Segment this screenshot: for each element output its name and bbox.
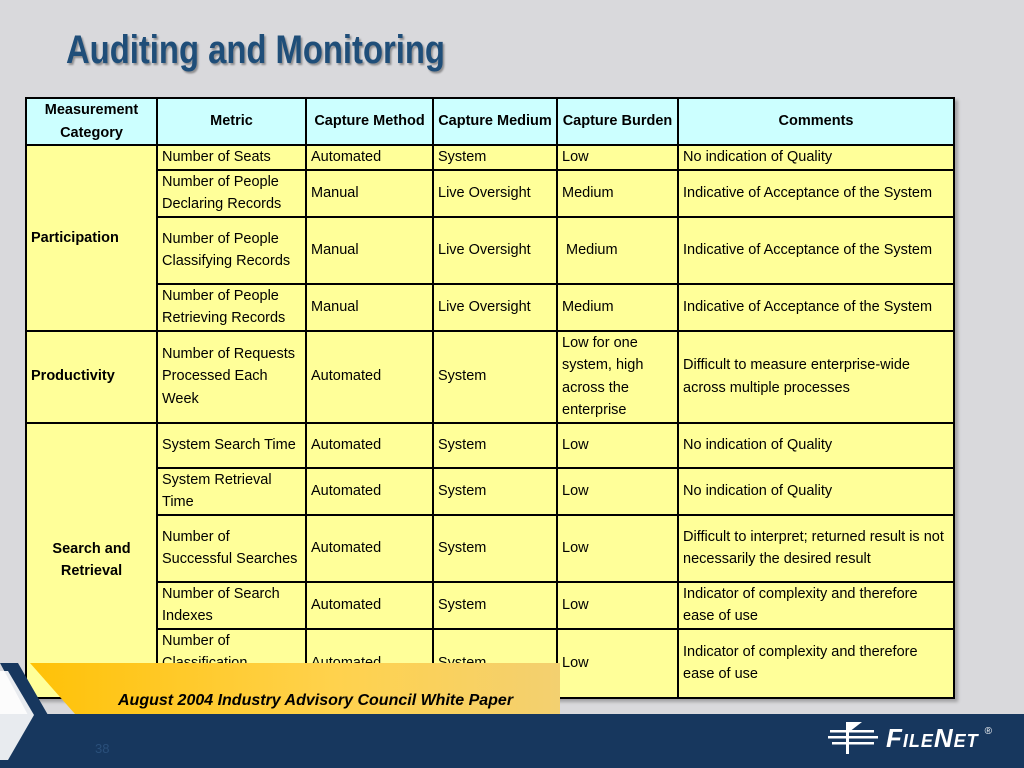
category-participation: Participation bbox=[26, 145, 157, 331]
medium-cell: Live Oversight bbox=[433, 170, 557, 217]
medium-cell: System bbox=[433, 582, 557, 629]
header-capture-method: Capture Method bbox=[306, 98, 433, 145]
metric-cell: Number of People Classifying Records bbox=[157, 217, 306, 284]
method-cell: Automated bbox=[306, 582, 433, 629]
metric-cell: Number of Search Indexes bbox=[157, 582, 306, 629]
metric-cell: System Search Time bbox=[157, 423, 306, 468]
medium-cell: Live Oversight bbox=[433, 284, 557, 331]
header-capture-burden: Capture Burden bbox=[557, 98, 678, 145]
table-row bbox=[26, 284, 954, 331]
table-row bbox=[26, 217, 954, 284]
table-row bbox=[26, 423, 954, 468]
burden-cell: Medium bbox=[557, 284, 678, 331]
table-row bbox=[26, 145, 954, 170]
footer-caption: August 2004 Industry Advisory Council White Paper bbox=[118, 692, 514, 709]
header-measurement-category: Measurement Category bbox=[26, 98, 157, 145]
comments-cell: No indication of Quality bbox=[678, 468, 954, 515]
burden-cell: Low bbox=[557, 515, 678, 582]
registered-mark: ® bbox=[984, 726, 993, 737]
metric-cell: Number of Requests Processed Each Week bbox=[157, 331, 306, 423]
logo-wordmark: FileNet bbox=[886, 722, 979, 753]
method-cell: Automated bbox=[306, 145, 433, 170]
method-cell: Manual bbox=[306, 170, 433, 217]
category-search-and-retrieval: Search and Retrieval bbox=[26, 423, 157, 699]
medium-cell: System bbox=[433, 468, 557, 515]
comments-cell: Indicative of Acceptance of the System bbox=[678, 284, 954, 331]
burden-cell: Low bbox=[557, 582, 678, 629]
comments-cell: No indication of Quality bbox=[678, 145, 954, 170]
comments-cell: Indicative of Acceptance of the System bbox=[678, 217, 954, 284]
burden-cell: Low bbox=[557, 423, 678, 468]
method-cell: Manual bbox=[306, 284, 433, 331]
metric-cell: Number of bbox=[157, 629, 306, 699]
comments-cell: Indicator of complexity and therefore ease of use bbox=[678, 629, 954, 699]
header-comments: Comments bbox=[678, 98, 954, 145]
burden-cell: Low bbox=[557, 629, 678, 699]
chevron-right-icon bbox=[0, 663, 50, 768]
medium-cell: System bbox=[433, 423, 557, 468]
metric-cell: Number of People Declaring Records bbox=[157, 170, 306, 217]
method-cell: Manual bbox=[306, 217, 433, 284]
medium-cell: System bbox=[433, 515, 557, 582]
medium-cell: Live Oversight bbox=[433, 217, 557, 284]
metric-cell: Number of People Retrieving Records bbox=[157, 284, 306, 331]
method-cell: Automated bbox=[306, 331, 433, 423]
comments-cell: No indication of Quality bbox=[678, 423, 954, 468]
comments-cell: Difficult to measure enterprise-wide across multiple processes bbox=[678, 331, 954, 423]
table-header-row bbox=[26, 98, 954, 145]
table-row bbox=[26, 582, 954, 629]
comments-cell: Difficult to interpret; returned result is not necessarily the desired result bbox=[678, 515, 954, 582]
method-cell: Automated bbox=[306, 468, 433, 515]
comments-cell: Indicator of complexity and therefore ease of use bbox=[678, 582, 954, 629]
header-metric: Metric bbox=[157, 98, 306, 145]
burden-cell: Medium bbox=[557, 217, 678, 284]
comments-cell: Indicative of Acceptance of the System bbox=[678, 170, 954, 217]
metric-cell: System Retrieval Time bbox=[157, 468, 306, 515]
medium-cell: System bbox=[433, 331, 557, 423]
table-row bbox=[26, 515, 954, 582]
table-row bbox=[26, 468, 954, 515]
burden-cell: Medium bbox=[557, 170, 678, 217]
page-number: 38 bbox=[95, 741, 110, 756]
burden-cell: Low for one system, high across the enterprise bbox=[557, 331, 678, 423]
filenet-logo bbox=[828, 720, 992, 756]
table-row bbox=[26, 170, 954, 217]
metrics-table bbox=[25, 97, 955, 699]
metric-cell: Number of Successful Searches bbox=[157, 515, 306, 582]
medium-cell: System bbox=[433, 145, 557, 170]
slide-title: Auditing and Monitoring bbox=[66, 28, 445, 72]
filenet-mark-icon bbox=[828, 720, 880, 756]
header-capture-medium: Capture Medium bbox=[433, 98, 557, 145]
category-productivity: Productivity bbox=[26, 331, 157, 423]
method-cell: Automated bbox=[306, 423, 433, 468]
burden-cell: Low bbox=[557, 145, 678, 170]
table-row bbox=[26, 331, 954, 423]
burden-cell: Low bbox=[557, 468, 678, 515]
metric-cell: Number of Seats bbox=[157, 145, 306, 170]
method-cell: Automated bbox=[306, 515, 433, 582]
